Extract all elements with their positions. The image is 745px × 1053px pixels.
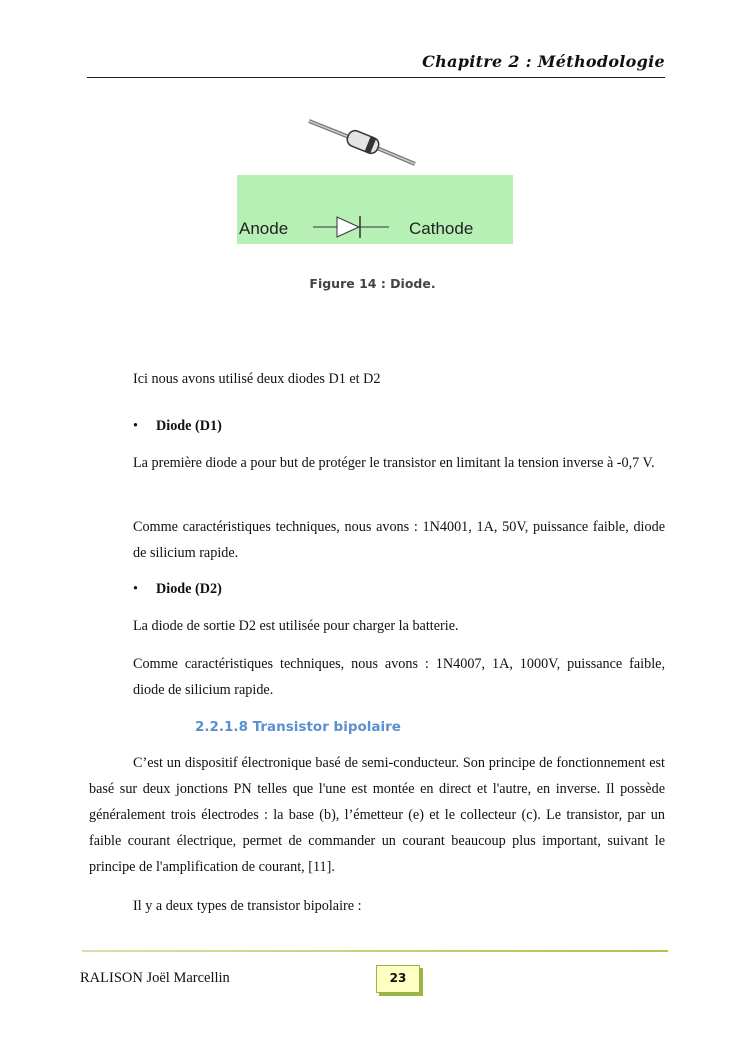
diode-symbol-icon <box>313 215 389 239</box>
d1-title: Diode (D1) <box>156 418 222 434</box>
diode-photo-icon <box>305 115 420 170</box>
cathode-label: Cathode <box>409 219 474 238</box>
page-number: 23 <box>376 965 420 993</box>
d2-title: Diode (D2) <box>156 581 222 597</box>
header-rule <box>87 77 665 78</box>
anode-label: Anode <box>239 219 289 238</box>
footer-author: RALISON Joël Marcellin <box>80 970 230 986</box>
d2-paragraph-2: Comme caractéristiques techniques, nous avons : 1N4007, 1A, 1000V, puissance faible, diode de silicium rapide. <box>133 656 665 698</box>
intro-paragraph: Ici nous avons utilisé deux diodes D1 et D2 <box>133 371 381 387</box>
types-intro-paragraph: Il y a deux types de transistor bipolaire : <box>133 898 362 914</box>
d2-paragraph-1: La diode de sortie D2 est utilisée pour charger la batterie. <box>133 618 459 634</box>
d2-heading <box>133 581 222 598</box>
section-heading: 2.2.1.8 Transistor bipolaire <box>195 719 401 735</box>
transistor-paragraph: C’est un dispositif électronique basé de semi-conducteur. Son principe de fonctionnement est basé sur deux jonctions PN telles que l'une est montée en direct et l'autre, en inverse. Il possède généralement trois électrodes : la base (b), l’émetteur (e) et le collecteur (c). Le transistor, par un faible courant électrique, permet de commander un courant beaucoup plus important, suivant le principe de l'amplification de courant, [11]. <box>89 755 665 875</box>
diode-symbol-figure <box>237 175 513 244</box>
d1-heading <box>133 418 222 435</box>
bullet-icon: • <box>133 418 138 434</box>
bullet-icon: • <box>133 581 138 597</box>
footer-rule <box>82 950 668 952</box>
figure-caption: Figure 14 : Diode. <box>309 276 436 291</box>
d1-paragraph-2: Comme caractéristiques techniques, nous avons : 1N4001, 1A, 50V, puissance faible, diode de silicium rapide. <box>133 519 665 561</box>
chapter-title: Chapitre 2 : Méthodologie <box>422 52 665 71</box>
d1-paragraph-1: La première diode a pour but de protéger le transistor en limitant la tension inverse à -0,7 V. <box>133 455 655 471</box>
